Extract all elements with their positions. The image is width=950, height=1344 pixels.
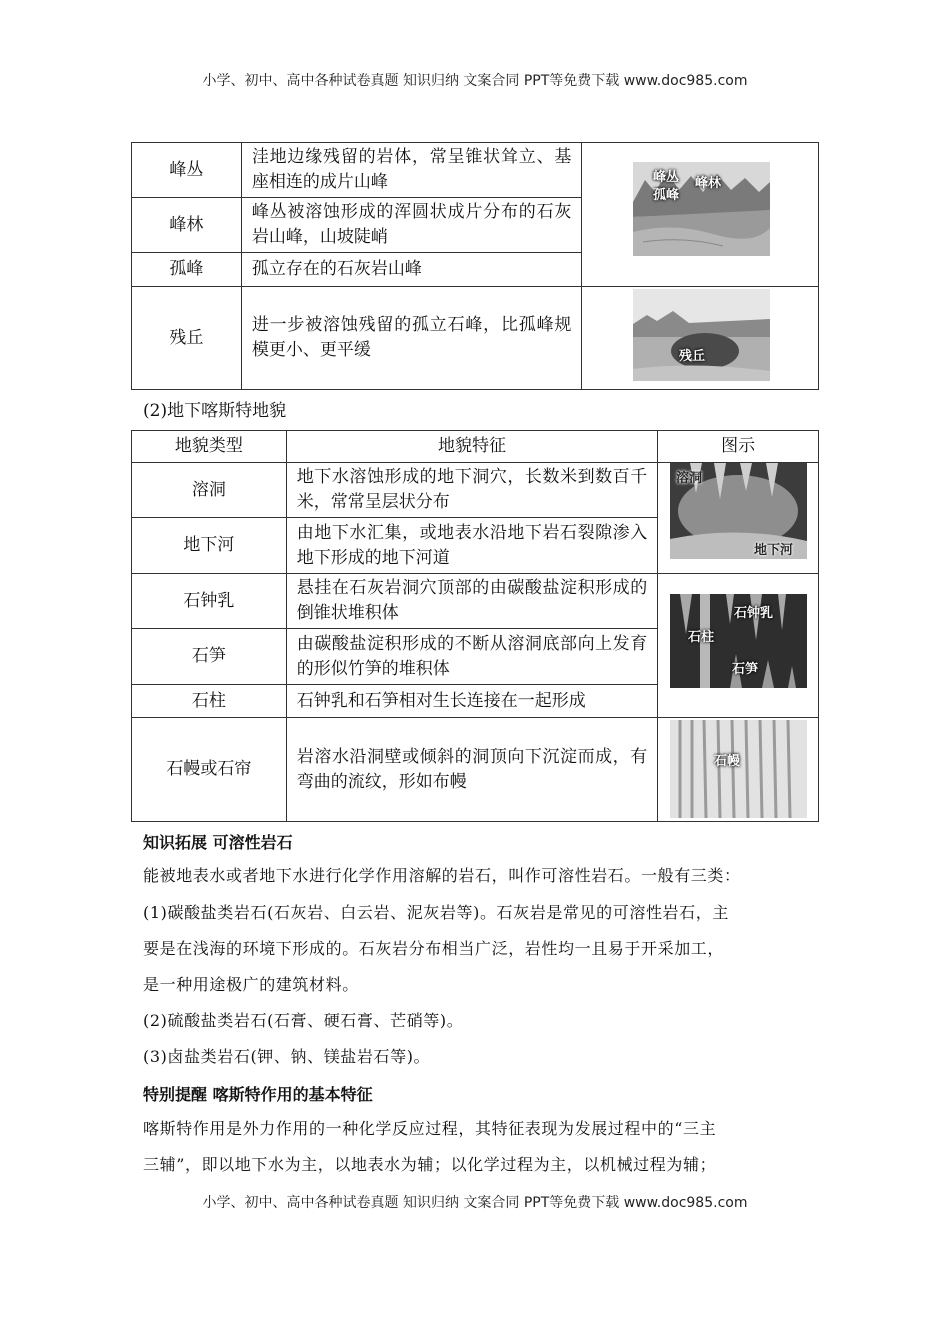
landform-name: 残丘 <box>132 287 242 390</box>
image-label: 石笋 <box>732 662 759 677</box>
column-header: 地貌类型 <box>132 431 287 463</box>
image-label: 地下河 <box>754 543 794 558</box>
image-label: 石柱 <box>688 630 715 645</box>
landform-name: 地下河 <box>132 518 287 574</box>
cave-river-photo <box>670 463 807 559</box>
landform-name: 峰丛 <box>132 143 242 198</box>
landform-name: 溶洞 <box>132 463 287 518</box>
landform-feature: 地下水溶蚀形成的地下洞穴，长数米到数百千米，常常呈层状分布 <box>286 463 657 518</box>
curtain-photo <box>670 720 807 818</box>
page-footer: 小学、初中、高中各种试卷真题 知识归纳 文案合同 PPT等免费下载 www.doc985.com <box>202 1195 748 1211</box>
image-label: 石钟乳 <box>734 606 774 621</box>
image-label: 峰林 <box>695 176 722 191</box>
landform-feature: 由地下水汇集，或地表水沿地下岩石裂隙渗入地下形成的地下河道 <box>286 518 657 574</box>
landform-feature: 进一步被溶蚀残留的孤立石峰，比孤峰规模更小、更平缓 <box>241 287 582 390</box>
column-header: 图示 <box>658 431 819 463</box>
reminder-title: 特别提醒 喀斯特作用的基本特征 <box>143 1085 373 1104</box>
section-title: (2)地下喀斯特地貌 <box>143 401 287 421</box>
image-label: 溶洞 <box>676 471 703 486</box>
image-label: 峰丛 <box>653 170 680 185</box>
landform-name: 孤峰 <box>132 253 242 287</box>
knowledge-line: 是一种用途极广的建筑材料。 <box>143 975 359 994</box>
knowledge-line: (1)碳酸盐类岩石(石灰岩、白云岩、泥灰岩等)。石灰岩是常见的可溶性岩石，主 <box>143 903 729 922</box>
page-header: 小学、初中、高中各种试卷真题 知识归纳 文案合同 PPT等免费下载 www.doc985.com <box>202 73 748 89</box>
landform-feature: 岩溶水沿洞壁或倾斜的洞顶向下沉淀而成，有弯曲的流纹，形如布幔 <box>286 718 657 822</box>
landform-feature: 孤立存在的石灰岩山峰 <box>241 253 582 287</box>
peak-cluster-photo <box>633 162 770 256</box>
image-label: 残丘 <box>679 349 706 364</box>
landform-feature: 悬挂在石灰岩洞穴顶部的由碳酸盐淀积形成的倒锥状堆积体 <box>286 574 657 629</box>
knowledge-line: 要是在浅海的环境下形成的。石灰岩分布相当广泛，岩性均一且易于开采加工， <box>143 939 725 958</box>
table-header-row <box>132 431 819 463</box>
knowledge-line: (2)硫酸盐类岩石(石膏、硬石膏、芒硝等)。 <box>143 1011 464 1030</box>
landform-name: 石幔或石帘 <box>132 718 287 822</box>
image-label: 孤峰 <box>653 188 680 203</box>
knowledge-line: 能被地表水或者地下水进行化学作用溶解的岩石，叫作可溶性岩石。一般有三类： <box>143 866 741 885</box>
landform-feature: 由碳酸盐淀积形成的不断从溶洞底部向上发育的形似竹笋的堆积体 <box>286 629 657 685</box>
landform-feature: 石钟乳和石笋相对生长连接在一起形成 <box>286 685 657 718</box>
image-label: 石幔 <box>714 754 741 769</box>
landform-name: 石钟乳 <box>132 574 287 629</box>
column-header: 地貌特征 <box>286 431 657 463</box>
landform-name: 石柱 <box>132 685 287 718</box>
landform-name: 峰林 <box>132 198 242 253</box>
landform-name: 石笋 <box>132 629 287 685</box>
stalactite-photo <box>670 594 807 688</box>
residual-hill-photo <box>633 289 770 381</box>
landform-feature: 洼地边缘残留的岩体，常呈锥状耸立、基座相连的成片山峰 <box>241 143 582 198</box>
knowledge-title: 知识拓展 可溶性岩石 <box>143 833 293 852</box>
reminder-line: 喀斯特作用是外力作用的一种化学反应过程，其特征表现为发展过程中的“三主 <box>143 1119 717 1138</box>
reminder-line: 三辅”，即以地下水为主，以地表水为辅；以化学过程为主，以机械过程为辅； <box>143 1155 717 1174</box>
knowledge-line: (3)卤盐类岩石(钾、钠、镁盐岩石等)。 <box>143 1047 431 1066</box>
landform-feature: 峰丛被溶蚀形成的浑圆状成片分布的石灰岩山峰，山坡陡峭 <box>241 198 582 253</box>
